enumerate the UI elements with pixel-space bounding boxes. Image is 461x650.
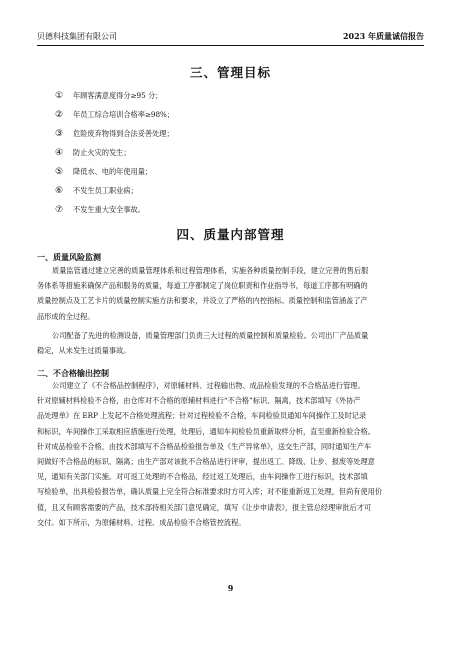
goal-text: 防止火灾的发生；	[73, 148, 131, 157]
text-line: 稳定，从未发生过质量事故。	[37, 346, 131, 356]
text-line: 值，且又有顾客需要的产品，技术部持相关部门意见确定，填写《让步申请表》，报主管总经理审批后才可	[37, 502, 372, 512]
goal-item	[55, 124, 425, 143]
goal-text: 危险废弃物得到合法妥善处理；	[73, 129, 174, 138]
goal-item	[55, 143, 425, 162]
goal-text: 年顾客满意度得分≥95 分；	[73, 91, 163, 100]
paragraph-inspection-equipment	[37, 328, 425, 358]
goal-text: 不发生重大安全事故。	[73, 205, 145, 214]
header-divider	[37, 45, 424, 46]
goal-item	[55, 200, 425, 219]
goal-item	[55, 181, 425, 200]
goal-text: 年员工综合培训合格率≥98%；	[73, 110, 175, 119]
goal-number: ⑥	[55, 186, 64, 196]
goal-item	[55, 162, 425, 181]
paragraph-risk-monitoring	[37, 263, 425, 324]
text-line: 务体系等措施来确保产品和服务的质量，每道工序都制定了岗位职责和作业指导书，每道工序都有明确的	[37, 281, 368, 291]
header-report-title: 2023 年质量诚信报告	[342, 31, 424, 41]
paragraph-nonconforming-control	[37, 378, 425, 530]
text-line: 和标识，车间操作工采取相应措施进行处理，处理后，通知车间检验员重新取样分析，直至重新检验合格。	[37, 426, 375, 436]
goal-number: ②	[55, 110, 64, 120]
text-line: 写检验单，出具检验报告单，确认质量上完全符合标准要求时方可入库；对不能重新返工处理，但尚有使用价	[37, 487, 383, 497]
goal-number: ④	[55, 148, 64, 158]
goal-text: 降低水、电的年使用量；	[73, 167, 153, 176]
text-line: 品处理单》在 ERP 上发起不合格处理流程；针对过程检验不合格，车间检验员通知车间操作工及时记录	[37, 411, 367, 421]
text-line: 针对成品检验不合格，由技术部填写不合格品检验报告单及《生产异常单》，送交生产部，同时通知生产车	[37, 441, 372, 451]
goal-number: ⑦	[55, 205, 64, 215]
subheading-nonconforming-control: 二、不合格输出控制	[37, 368, 109, 378]
text-line: 品形成的全过程。	[37, 311, 95, 321]
text-line: 交付。如下所示，为原辅材料、过程、成品检验不合格管控流程。	[37, 517, 246, 527]
goal-number: ⑤	[55, 167, 64, 177]
section-title-goals: 三、管理目标	[189, 65, 271, 80]
goal-item	[55, 86, 425, 105]
goals-list	[55, 86, 425, 219]
text-line: 公司配备了先进的检测设备，质量管理部门负责三大过程的质量控制和质量检验。公司出厂产品质量	[52, 331, 369, 340]
subheading-risk-monitoring: 一、质量风险监测	[37, 252, 101, 262]
goal-number: ③	[55, 129, 64, 139]
text-line: 针对原辅材料检验不合格，由仓库对不合格的原辅材料进行“不合格”标识、隔离，技术部填写《外协产	[37, 396, 361, 406]
text-line: 公司建立了《不合格品控制程序》，对原辅材料、过程输出物、成品检验发现的不合格品进行管理。	[52, 381, 365, 390]
page-number: 9	[227, 583, 234, 593]
goal-item	[55, 105, 425, 124]
text-line: 质量监管通过建立完善的质量管理体系和过程管理体系，实施各种质量控制手段，建立完善的售后服	[52, 266, 369, 275]
text-line: 间做好不合格品的标识、隔离；由生产部对该批不合格品进行评审，提出返工、降级、让步、报废等处理意	[37, 456, 375, 466]
text-line: 质量控制点及工艺卡片的质量控制实施方法和要求，并设立了严格的内控指标。质量控制和监管涵盖了产	[37, 296, 368, 306]
section-title-quality-management: 四、质量内部管理	[176, 227, 285, 242]
goal-text: 不发生员工职业病；	[73, 186, 138, 195]
goal-number: ①	[55, 91, 64, 101]
text-line: 见，通知有关部门实施。对可返工处理的不合格品，经过返工处理后，由车间操作工进行标识，技术部填	[37, 472, 368, 482]
header-company: 贝德科技集团有限公司	[37, 32, 117, 41]
